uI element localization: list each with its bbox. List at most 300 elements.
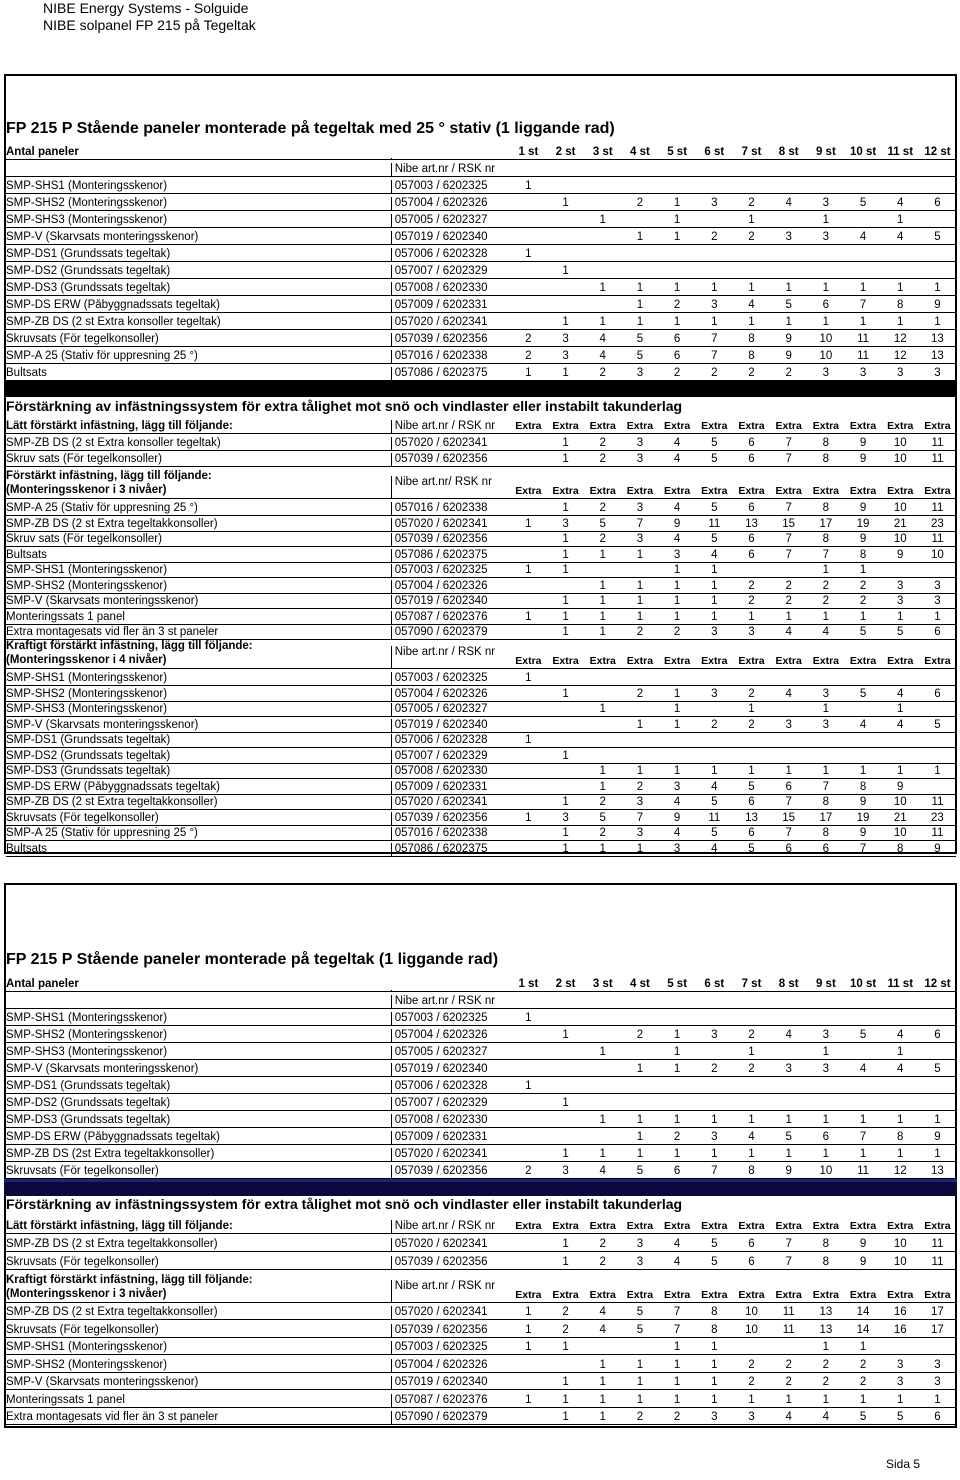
qty-5: 1 (673, 703, 681, 715)
qty-9: 3 (822, 1063, 830, 1075)
item-name: SMP-DS1 (Grundssats tegeltak) (6, 734, 171, 746)
qty-2: 2 (562, 1306, 569, 1318)
qty-3: 2 (599, 453, 606, 465)
qty-12: 13 (931, 1165, 944, 1177)
qty-5: 1 (673, 1341, 681, 1353)
qty-8: 1 (785, 1114, 792, 1126)
qty-11: 1 (897, 214, 904, 226)
article-number: 057020 / 6202341 (391, 796, 510, 809)
qty-8: 9 (785, 350, 792, 362)
item-name: SMP-DS2 (Grundssats tegeltak) (6, 265, 171, 277)
qty-3: 5 (599, 811, 606, 824)
extra-9: Extra (812, 655, 839, 667)
article-number: 057020 / 6202341 (391, 437, 510, 450)
qty-9: 2 (822, 1358, 830, 1371)
qty-4: 3 (636, 502, 644, 514)
qty-7: 4 (748, 299, 755, 311)
qty-4: 5 (636, 1323, 644, 1336)
qty-11: 10 (893, 796, 907, 808)
qty-7: 13 (745, 811, 758, 824)
qty-2: 1 (562, 1411, 569, 1423)
qty-12: 12 st (924, 146, 951, 158)
qty-6: 2 (711, 1063, 718, 1075)
qty-10: 1 (859, 765, 867, 777)
qty-5: 1 (673, 595, 681, 607)
qty-6: 5 (711, 1238, 718, 1250)
qty-10: 5 (859, 626, 867, 638)
qty-2: 1 (562, 1238, 569, 1250)
qty-2: 3 (562, 333, 569, 345)
qty-10: 11 (857, 1165, 870, 1177)
item-name: Bultsats (6, 842, 47, 855)
qty-12: 11 (931, 796, 944, 808)
extra-9: Extra (812, 485, 839, 497)
qty-5: 2 (673, 626, 681, 638)
qty-7: 10 (745, 1323, 758, 1336)
table-row (6, 1008, 956, 1026)
qty-3: 4 (599, 333, 606, 345)
table-row (6, 329, 956, 347)
qty-4: 5 (636, 333, 644, 345)
qty-9: 6 (822, 299, 830, 311)
table-row (6, 466, 956, 499)
table-row (6, 193, 956, 211)
qty-6: 3 (711, 687, 718, 700)
qty-5: Extra (663, 1220, 691, 1232)
qty-6: 5 (711, 533, 718, 545)
article-number: 057006 / 6202328 (391, 248, 510, 261)
qty-7: 2 (748, 718, 755, 731)
qty-1: 1 (525, 1393, 532, 1406)
qty-9: 10 (819, 1165, 833, 1177)
qty-11: 10 (893, 453, 907, 465)
qty-9: 6 (822, 1131, 830, 1143)
article-number: 057039 / 6202356 (391, 333, 510, 346)
qty-7: 6 (748, 548, 755, 561)
article-number: 057004 / 6202326 (391, 1029, 510, 1042)
qty-7: 3 (748, 626, 755, 638)
qty-12: 6 (934, 687, 941, 700)
qty-3: 1 (599, 1046, 606, 1058)
qty-10: 11 (857, 333, 870, 345)
table-row (6, 244, 956, 262)
table-row (6, 1407, 956, 1425)
qty-8: 1 (785, 282, 792, 294)
article-number: Nibe art.nr / RSK nr (391, 420, 510, 433)
item-name: SMP-DS1 (Grundssats tegeltak) (6, 1080, 171, 1092)
qty-1: 2 (525, 333, 532, 345)
qty-8: 9 (785, 1165, 792, 1177)
article-number-header: Nibe art.nr / RSK nr (391, 646, 510, 668)
item-name: SMP-A 25 (Stativ för uppresning 25 °) (6, 502, 198, 514)
qty-12: 1 (934, 282, 941, 294)
qty-7: 4 (748, 1131, 755, 1143)
qty-8: 5 (785, 299, 792, 311)
qty-3: 1 (599, 1393, 606, 1406)
qty-5: 1 (673, 1046, 681, 1058)
qty-7: 6 (748, 437, 755, 449)
qty-10: 1 (859, 282, 867, 294)
article-number: Nibe art.nr / RSK nr (391, 995, 510, 1008)
qty-9: 1 (822, 1046, 830, 1058)
qty-9: 2 (822, 595, 830, 607)
extra-2: Extra (552, 1289, 579, 1301)
qty-5: 1 (673, 765, 681, 777)
qty-4: 1 (636, 718, 644, 731)
article-number: 057009 / 6202331 (391, 781, 510, 794)
qty-6: 4 (711, 780, 718, 793)
table-row (6, 1076, 956, 1094)
qty-6: Extra (701, 1220, 728, 1232)
qty-11: 1 (897, 282, 904, 294)
reinforce-title: Förstärkning av infästningssystem för extra tålighet mot snö och vindlaster eller instabilt takunderlag (6, 1196, 683, 1212)
qty-6: 3 (711, 197, 718, 209)
qty-11: 10 (893, 533, 907, 545)
qty-6: 5 (711, 453, 718, 465)
qty-7: 2 (748, 1376, 755, 1388)
qty-7: 13 (745, 517, 758, 530)
qty-9: 1 (822, 1148, 830, 1160)
qty-8: 8 st (778, 978, 799, 990)
item-name: SMP-A 25 (Stativ för uppresning 25 °) (6, 827, 198, 839)
qty-6: 7 (711, 333, 718, 345)
extra-12: Extra (924, 1289, 951, 1301)
qty-5: 1 (673, 316, 681, 328)
qty-9: 8 (822, 502, 830, 514)
qty-1: 1 (525, 1341, 532, 1353)
qty-5: 1 (673, 1029, 681, 1041)
qty-4: 7 (636, 517, 644, 530)
qty-1: 1 st (518, 146, 539, 158)
qty-4: 7 (636, 811, 644, 824)
qty-2: 1 (562, 437, 569, 449)
qty-2: 1 (562, 1029, 569, 1041)
qty-11: 3 (897, 1358, 904, 1371)
qty-9: 3 (822, 231, 830, 243)
qty-9: 7 (822, 548, 830, 561)
article-number: 057039 / 6202356 (391, 812, 510, 825)
article-number: 057019 / 6202340 (391, 1376, 510, 1389)
extra-7: Extra (738, 1289, 765, 1301)
extra-3: Extra (589, 655, 616, 667)
qty-4: 3 (636, 533, 644, 545)
qty-4: 4 st (630, 978, 650, 990)
qty-1 (510, 1423, 547, 1424)
qty-7: 1 (748, 610, 755, 623)
article-number: 057005 / 6202327 (391, 703, 510, 716)
qty-2: 1 (562, 1148, 569, 1160)
qty-11: 4 (897, 1029, 904, 1041)
item-name: Extra montagesats vid fler än 3 st paneler (6, 1411, 219, 1423)
qty-10: 2 (859, 579, 867, 592)
qty-3: 2 (599, 367, 606, 379)
qty-8: 6 (785, 842, 792, 855)
qty-9: 9 st (815, 978, 836, 990)
article-number: 057005 / 6202327 (391, 214, 510, 227)
article-number: 057090 / 6202379 (391, 626, 510, 639)
qty-5: 4 (673, 533, 681, 545)
article-number: 057086 / 6202375 (391, 843, 510, 856)
item-name: SMP-SHS1 (Monteringsskenor) (6, 180, 168, 192)
group-label-line2: (Monteringsskenor i 3 nivåer) (6, 1288, 167, 1300)
table-row (6, 1302, 956, 1320)
qty-6: 8 (711, 1306, 718, 1318)
qty-2: 3 (562, 350, 569, 362)
item-name: SMP-SHS2 (Monteringsskenor) (6, 197, 168, 209)
qty-4: 3 (636, 437, 644, 449)
article-number: Nibe art.nr / RSK nr (391, 1220, 510, 1233)
qty-2: 3 (562, 811, 569, 824)
qty-10: 10 st (849, 978, 877, 990)
qty-5: Extra (663, 420, 691, 432)
qty-7: 5 (748, 842, 755, 855)
qty-5: 3 (673, 548, 681, 561)
qty-12: 13 (931, 350, 944, 362)
item-name: SMP-SHS2 (Monteringsskenor) (6, 1029, 168, 1041)
qty-12: 11 (931, 533, 944, 545)
item-name: SMP-V (Skarvsats monteringsskenor) (6, 595, 199, 607)
qty-10: 4 (859, 1063, 867, 1075)
qty-9: 13 (819, 1306, 833, 1318)
qty-10: 9 (859, 533, 867, 545)
table-row (6, 1270, 956, 1303)
item-name: SMP-V (Skarvsats monteringsskenor) (6, 231, 199, 243)
article-number: 057039 / 6202356 (391, 1256, 510, 1269)
qty-8: 2 (785, 579, 792, 592)
qty-11: 11 st (887, 146, 914, 158)
count-label: Antal paneler (6, 146, 79, 158)
qty-6: 11 (708, 811, 721, 824)
qty-9: 1 (822, 564, 830, 576)
qty-4: 3 (636, 796, 644, 808)
company-header: NIBE Energy Systems - Solguide (43, 0, 249, 16)
extra-5: Extra (663, 1289, 691, 1301)
qty-11: 10 (893, 827, 907, 839)
qty-8: 4 (785, 687, 792, 700)
qty-4: 1 (636, 842, 644, 855)
table-row (6, 363, 956, 381)
qty-7: 8 (748, 333, 755, 345)
article-number: 057016 / 6202338 (391, 502, 510, 515)
qty-5: 2 (673, 1131, 681, 1143)
extra-3: Extra (589, 1289, 616, 1301)
qty-2: 1 (562, 453, 569, 465)
item-name: Skruvsats (För tegelkonsoller) (6, 333, 159, 345)
qty-12: 11 (931, 1256, 944, 1268)
table-row (6, 1216, 956, 1234)
qty-5: 2 (673, 1411, 681, 1423)
extra-1: Extra (515, 485, 542, 497)
qty-5: 4 (673, 1256, 681, 1268)
qty-12: 23 (931, 811, 944, 824)
article-number: 057004 / 6202326 (391, 197, 510, 210)
qty-12: 11 (931, 827, 944, 839)
qty-1: 1 (525, 672, 532, 684)
qty-10: 8 (859, 548, 867, 561)
qty-8: 1 (785, 765, 792, 777)
item-name: SMP-DS1 (Grundssats tegeltak) (6, 248, 171, 260)
qty-2: 1 (562, 564, 569, 576)
qty-9: 3 (822, 367, 830, 379)
table-row (6, 1025, 956, 1043)
extra-11: Extra (887, 1289, 914, 1301)
item-name: SMP-ZB DS (2 st Extra konsoller tegeltak) (6, 437, 221, 449)
qty-2: 1 (562, 1097, 569, 1109)
extra-4: Extra (626, 485, 654, 497)
table-row (6, 1093, 956, 1111)
qty-12: 9 (934, 1131, 941, 1143)
qty-10: Extra (849, 420, 877, 432)
qty-2: 1 (562, 610, 569, 623)
qty-3: 1 (599, 1114, 606, 1126)
extra-11: Extra (887, 655, 914, 667)
qty-9: Extra (812, 1220, 839, 1232)
qty-8: 9 (785, 333, 792, 345)
item-name: SMP-DS ERW (Påbyggnadssats tegeltak) (6, 1131, 220, 1143)
qty-12: 1 (934, 1393, 941, 1406)
section-2-separator (4, 1179, 957, 1196)
article-number: 057008 / 6202330 (391, 282, 510, 295)
qty-2: 1 (562, 1393, 569, 1406)
qty-1 (510, 1250, 547, 1251)
qty-5: 1 (673, 1114, 681, 1126)
article-number: 057016 / 6202338 (391, 350, 510, 363)
table-row (6, 1337, 956, 1355)
qty-12: 1 (934, 1148, 941, 1160)
extra-12: Extra (924, 655, 951, 667)
qty-4: 1 (636, 231, 644, 243)
qty-4: 2 (636, 197, 644, 209)
qty-7: 2 (748, 231, 755, 243)
qty-12: 6 (934, 197, 941, 209)
qty-3: 1 (599, 1376, 606, 1388)
qty-7: 1 (748, 1393, 755, 1406)
table-row (6, 176, 956, 194)
qty-5: 5 st (667, 146, 688, 158)
qty-8: 3 (785, 718, 792, 731)
qty-9: 8 (822, 533, 830, 545)
qty-4: 2 (636, 1029, 644, 1041)
qty-3: 3 st (592, 978, 613, 990)
qty-6: 5 (711, 827, 718, 839)
qty-4: 1 (636, 1148, 644, 1160)
item-name: SMP-DS2 (Grundssats tegeltak) (6, 749, 171, 762)
qty-4: 1 (636, 282, 644, 294)
qty-5: 1 (673, 231, 681, 243)
qty-11: 21 (893, 517, 907, 530)
table-row (6, 227, 956, 245)
qty-6: 2 (711, 231, 718, 243)
qty-12: 3 (934, 1358, 941, 1371)
qty-10: 1 (859, 316, 867, 328)
qty-3: Extra (589, 1220, 616, 1232)
extra-8: Extra (775, 485, 802, 497)
qty-5: 1 (673, 1063, 681, 1075)
qty-12: 3 (934, 1376, 941, 1388)
qty-7: 2 (748, 1358, 755, 1371)
table-row (6, 1372, 956, 1390)
qty-11: 4 (897, 718, 904, 731)
qty-3: 4 (599, 350, 606, 362)
qty-3: 2 (599, 827, 606, 839)
table-row (6, 159, 956, 177)
qty-4: 1 (636, 610, 644, 623)
qty-2: 1 (562, 749, 569, 762)
section-1-title: FP 215 P Stående paneler monterade på tegeltak med 25 ° stativ (1 liggande rad) (6, 120, 615, 137)
qty-10: 5 (859, 1411, 867, 1423)
qty-4: 1 (636, 316, 644, 328)
qty-6: 7 (711, 1165, 718, 1177)
qty-8: 3 (785, 231, 792, 243)
qty-10: 3 (859, 367, 867, 379)
qty-7: 6 (748, 502, 755, 514)
article-number: 057039 / 6202356 (391, 1165, 510, 1178)
extra-5: Extra (663, 485, 691, 497)
qty-5: 4 (673, 453, 681, 465)
article-number: 057007 / 6202329 (391, 750, 510, 763)
qty-11: 8 (897, 299, 904, 311)
item-name: Skruv sats (För tegelkonsoller) (6, 453, 162, 465)
qty-4: 1 (636, 1114, 644, 1126)
qty-10: 7 (859, 842, 867, 855)
qty-10: 2 (859, 1376, 867, 1388)
qty-8: 4 (785, 1411, 792, 1423)
qty-4: 5 (636, 1306, 644, 1318)
qty-11: 4 (897, 231, 904, 243)
item-name: SMP-DS3 (Grundssats tegeltak) (6, 765, 171, 777)
qty-8: 4 (785, 1029, 792, 1041)
article-number: 057005 / 6202327 (391, 1046, 510, 1059)
article-number: 057004 / 6202326 (391, 1359, 510, 1372)
qty-7: 7 st (741, 978, 762, 990)
qty-11: 8 (897, 1131, 904, 1143)
group-label (6, 1273, 391, 1302)
qty-7: 2 (748, 579, 755, 592)
qty-4: 1 (636, 765, 644, 777)
qty-9: 4 (822, 1411, 830, 1423)
qty-5: 1 (673, 564, 681, 576)
qty-10: 10 st (849, 146, 877, 158)
qty-10: 5 (859, 687, 867, 700)
qty-5: 4 (673, 827, 681, 839)
qty-8: Extra (775, 1220, 802, 1232)
qty-9: 3 (822, 197, 830, 209)
qty-9: 2 (822, 1376, 830, 1388)
qty-10: 11 (857, 350, 870, 362)
extra-4: Extra (626, 655, 654, 667)
table-row (6, 974, 956, 992)
qty-7: 8 (748, 1165, 755, 1177)
qty-9: 4 (822, 626, 830, 638)
qty-8: 5 (785, 1131, 792, 1143)
qty-10: 7 (859, 1131, 867, 1143)
article-number: 057004 / 6202326 (391, 688, 510, 701)
qty-2: 1 (562, 533, 569, 545)
qty-1: 1 (525, 1080, 532, 1092)
qty-2: 1 (562, 197, 569, 209)
qty-12: 6 (934, 1411, 941, 1423)
qty-6: 3 (711, 1411, 718, 1423)
qty-12: 11 (931, 502, 944, 514)
qty-7: 1 (748, 214, 755, 226)
qty-7: Extra (738, 420, 765, 432)
extra-12: Extra (924, 485, 951, 497)
qty-12: 1 (934, 610, 941, 623)
qty-1: 2 (525, 1165, 532, 1177)
qty-7: 6 (748, 453, 755, 465)
table-row (6, 839, 956, 857)
qty-9: 1 (822, 1341, 830, 1353)
